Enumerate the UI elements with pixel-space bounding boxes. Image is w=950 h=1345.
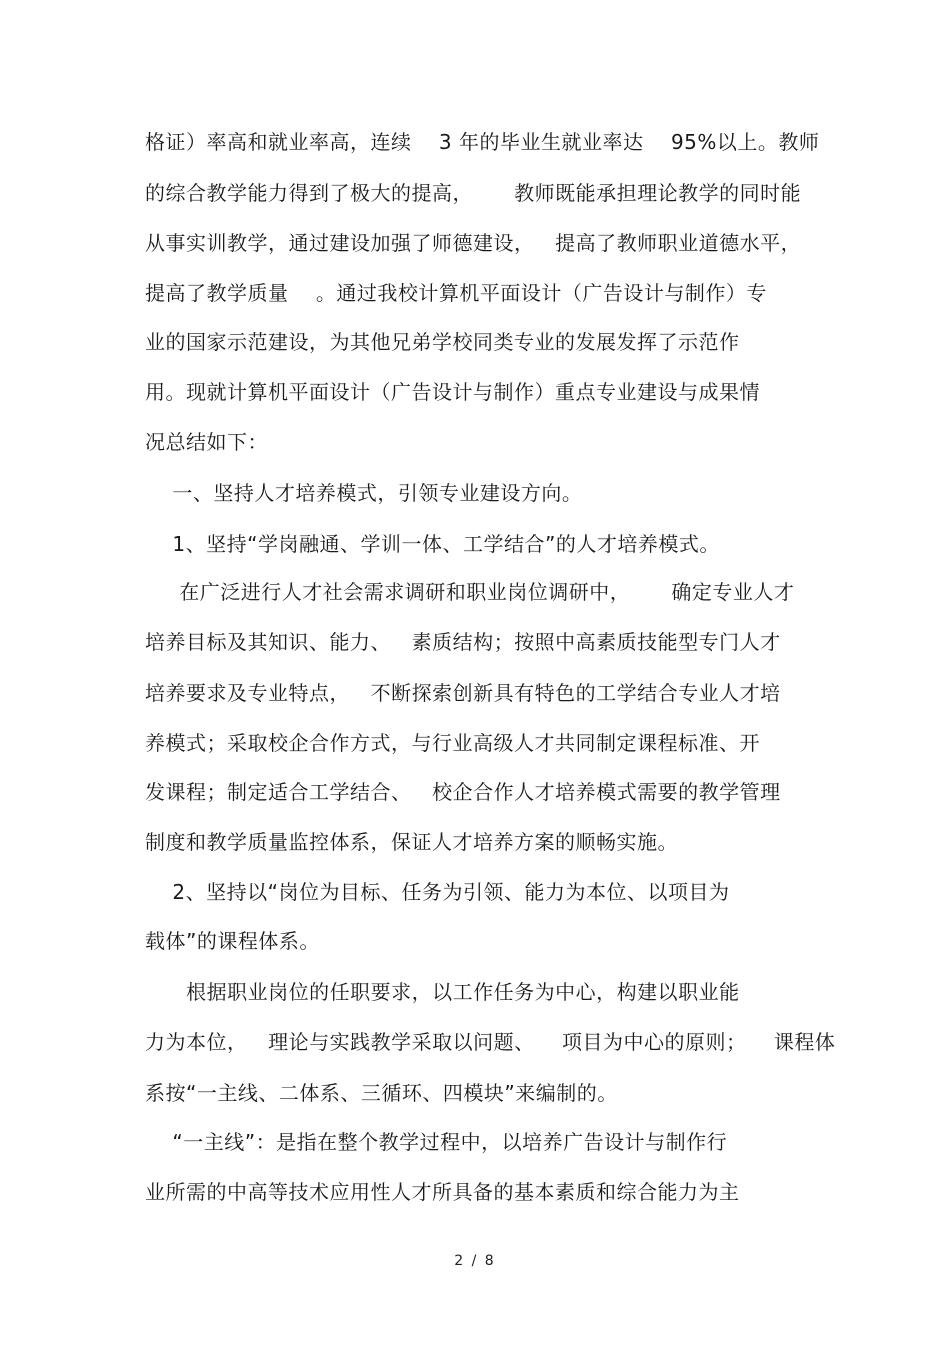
- section-heading: 一、坚持人才培养模式，引领专业建设方向。: [145, 481, 583, 505]
- paragraph-line: 系按“一主线、二体系、三循环、四模块”来编制的。: [145, 1081, 618, 1105]
- page-number: 2 / 8: [454, 1253, 496, 1269]
- paragraph-line: 的综合教学能力得到了极大的提高， 教师既能承担理论教学的同时能: [145, 181, 802, 205]
- paragraph-line: 培养要求及专业特点， 不断探索创新具有特色的工学结合专业人才培: [145, 681, 781, 705]
- paragraph-line: 力为本位， 理论与实践教学采取以问题、 项目为中心的原则； 课程体: [145, 1030, 836, 1054]
- subsection-heading: 2、坚持以“岗位为目标、任务为引领、能力为本位、以项目为: [145, 880, 730, 904]
- paragraph-line: 业的国家示范建设，为其他兄弟学校同类专业的发展发挥了示范作: [145, 330, 740, 354]
- paragraph-line: 业所需的中高等技术应用性人才所具备的基本素质和综合能力为主: [145, 1180, 740, 1204]
- paragraph-line: 况总结如下：: [145, 430, 268, 454]
- paragraph-line: 提高了教学质量 。通过我校计算机平面设计（广告设计与制作）专: [145, 281, 767, 305]
- paragraph-line: 制度和教学质量监控体系，保证人才培养方案的顺畅实施。: [145, 830, 678, 854]
- paragraph-line: 用。现就计算机平面设计（广告设计与制作）重点专业建设与成果情: [145, 380, 760, 404]
- paragraph-line: 载体”的课程体系。: [145, 929, 320, 953]
- paragraph-line: “一主线”：是指在整个教学过程中，以培养广告设计与制作行: [145, 1130, 728, 1154]
- paragraph-line: 根据职业岗位的任职要求，以工作任务为中心，构建以职业能: [145, 980, 740, 1004]
- subsection-heading: 1、坚持“学岗融通、学训一体、工学结合”的人才培养模式。: [145, 532, 720, 556]
- paragraph-line: 从事实训教学，通过建设加强了师德建设， 提高了教师职业道德水平，: [145, 231, 802, 255]
- paragraph-line: 发课程；制定适合工学结合、 校企合作人才培养模式需要的教学管理: [145, 780, 781, 804]
- paragraph-line: 格证）率高和就业率高，连续 3 年的毕业生就业率达 95%以上。教师: [145, 130, 820, 154]
- paragraph-line: 养模式；采取校企合作方式，与行业高级人才共同制定课程标准、开: [145, 731, 760, 755]
- paragraph-line: 在广泛进行人才社会需求调研和职业岗位调研中， 确定专业人才: [145, 580, 795, 604]
- paragraph-line: 培养目标及其知识、能力、 素质结构；按照中高素质技能型专门人才: [145, 630, 781, 654]
